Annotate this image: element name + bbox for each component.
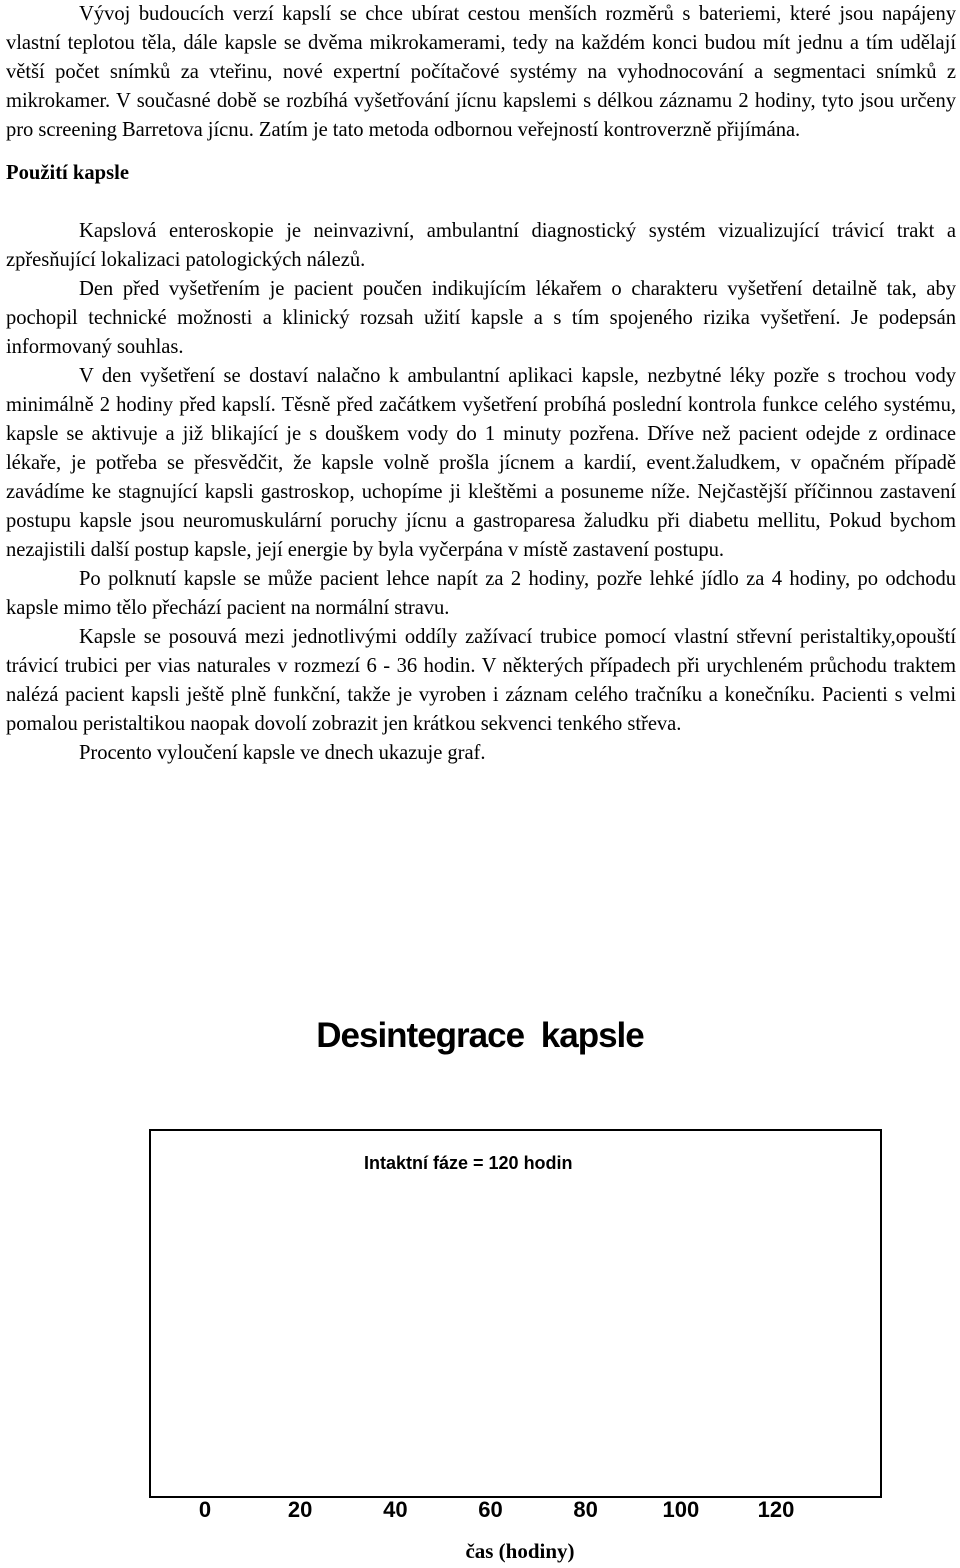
x-tick-labels	[199, 1497, 794, 1522]
paragraph-graph-intro: Procento vyloučení kapsle ve dnech ukazuje graf.	[79, 742, 486, 764]
x-axis-label: čas (hodiny)	[465, 1539, 575, 1563]
paragraph-examination-day: V den vyšetření se dostaví nalačno k ambulantní aplikaci kapsle, nezbytné léky pozře s trochou vody minimálně 2 hodiny před kapslí. Těsně před začátkem vyšetření probíhá poslední kontrola funkce celého systému, kapsle se aktivuje a již blikající je s douškem vody do 1 minuty pozřena. Dříve než pacient odejde z ordinace lékaře, je potřeba se přesvědčit, že kapsle volně prošla jícnem a kardií, event.žaludkem, v opačném případě zavádíme ke stagnující kapsli gastroskop, uchopíme ji kleštěmi a posuneme níže. Nejčastější příčinnou zastavení postupu kapsle jsou neuromuskulární poruchy jícnu a gastroparesa žaludku při diabetu mellitu, Pokud bychom nezajistili další postup kapsle, její energie by byla vyčerpána v místě zastavení postupu.	[6, 365, 956, 561]
x-tick-label: 100	[662, 1497, 700, 1522]
plot-frame	[150, 1130, 881, 1497]
phase-annotation: Intaktní fáze = 120 hodin	[364, 1153, 573, 1173]
chart-svg	[0, 1120, 960, 1530]
section-heading: Použití kapsle	[6, 162, 129, 184]
x-tick-label: 80	[573, 1497, 598, 1522]
paragraph-future-capsules: Vývoj budoucích verzí kapslí se chce ubírat cestou menších rozměrů s bateriemi, které jsou napájeny vlastní teplotou těla, dále kapsle se dvěma mikrokamerami, tedy na každém konci budou mít jednu a tím udělají větší počet snímků za vteřinu, nové expertní počítačové systémy na vyhodnocování a segmentaci snímků z mikrokamer. V současné době se rozbíhá vyšetřování jícnu kapslemi s délkou záznamu 2 hodiny, tyto jsou určeny pro screening Barretova jícnu. Zatím je tato metoda odbornou veřejností kontroverzně přijímána.	[6, 3, 956, 141]
paragraph-after-swallowing: Po polknutí kapsle se může pacient lehce napít za 2 hodiny, pozře lehké jídlo za 4 hodiny, po odchodu kapsle mimo tělo přechází pacient na normální stravu.	[6, 568, 956, 619]
paragraph-peristalsis: Kapsle se posouvá mezi jednotlivými oddíly zažívací trubice pomocí vlastní střevní peristaltiky,opouští trávicí trubici per vias naturales v rozmezí 6 - 36 hodin. V některých případech při urychleném průchodu traktem nalézá pacient kapsli ještě plně funkční, takže je vyroben i záznam celého tračníku a konečníku. Pacienti s velmi pomalou peristaltikou naopak dovolí zobrazit jen krátkou sekvenci tenkého střeva.	[6, 626, 956, 735]
x-tick-label: 120	[757, 1497, 795, 1522]
document-page	[6, 0, 956, 768]
x-tick-label: 40	[383, 1497, 408, 1522]
paragraph-preparation: Den před vyšetřením je pacient poučen indikujícím lékařem o charakteru vyšetření detailně tak, aby pochopil technické možnosti a klinický rozsah užití kapsle a s tím spojeného rizika vyšetření. Je podepsán informovaný souhlas.	[6, 278, 956, 358]
x-tick-label: 60	[478, 1497, 503, 1522]
x-tick-label: 0	[198, 1497, 212, 1522]
paragraph-enteroscopy: Kapslová enteroskopie je neinvazivní, ambulantní diagnostický systém vizualizující trávicí trakt a zpřesňující lokalizaci patologických nálezů.	[6, 220, 956, 271]
chart-title: Desintegrace kapsle	[316, 1016, 644, 1055]
x-tick-label: 20	[287, 1497, 313, 1522]
